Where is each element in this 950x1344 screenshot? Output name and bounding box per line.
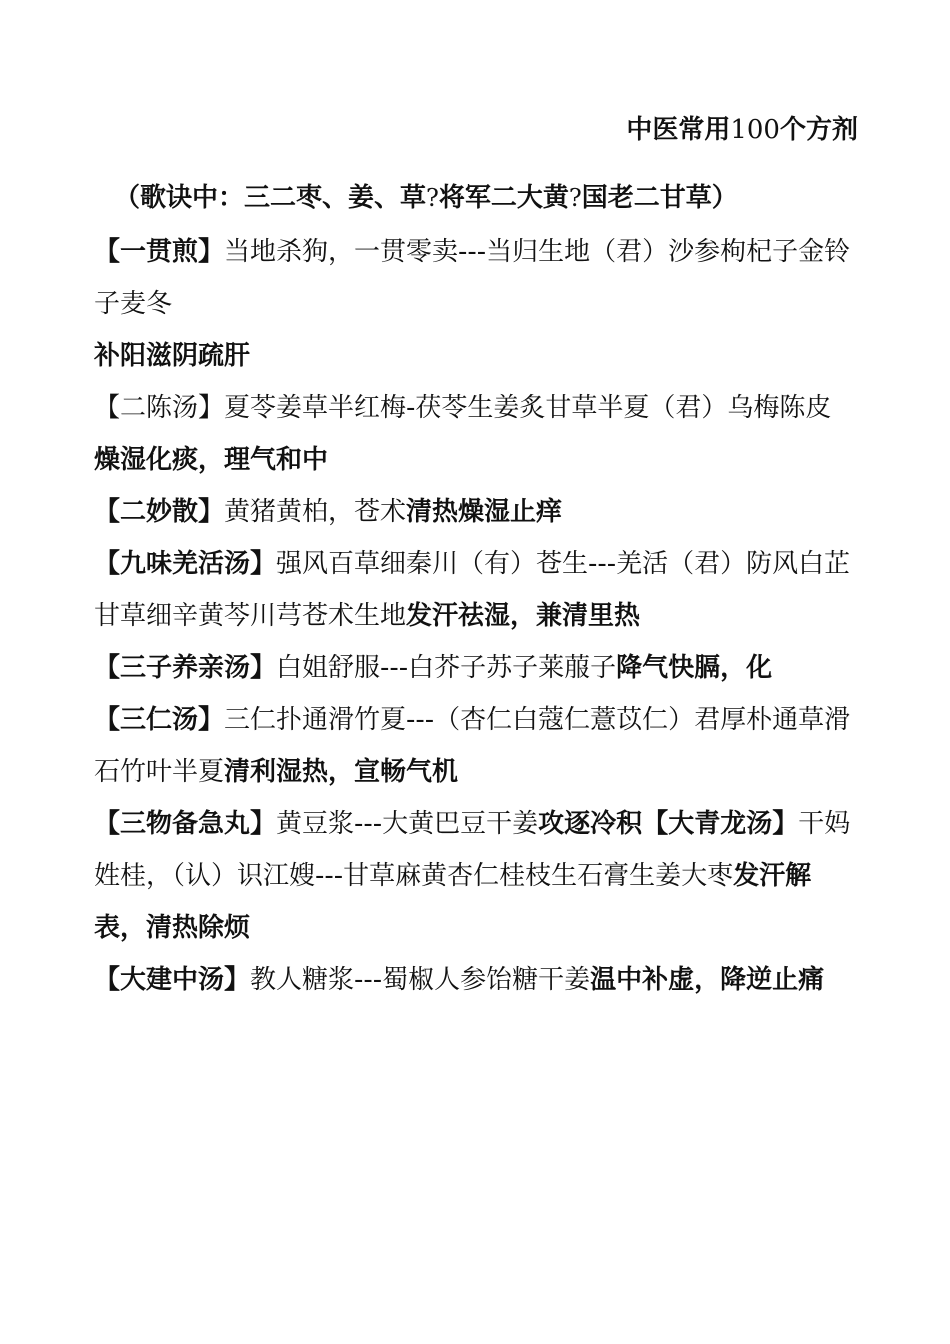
page-title xyxy=(626,108,858,152)
formula-mnemonic: 白姐舒服---白芥子苏子莱菔子 xyxy=(276,653,617,683)
formula-entry-dajianzhongtang xyxy=(94,954,854,1006)
formula-name: 【三仁汤】 xyxy=(94,705,225,735)
formula-mnemonic: 三仁扑通滑竹夏---（杏仁白蔻仁薏苡仁）君厚朴通草滑石竹叶半夏 xyxy=(94,705,851,787)
formula-entry-sanziyangqintang xyxy=(94,642,854,694)
page-title-pre: 中医常用 xyxy=(626,115,731,145)
page-title-number: 100 xyxy=(730,115,780,145)
formula-name: 【大建中汤】 xyxy=(94,965,251,995)
formula-effect-line: 补阳滋阴疏肝 xyxy=(94,341,251,371)
formula-effect: 温中补虚，降逆止痛 xyxy=(590,965,825,995)
formula-list xyxy=(94,226,854,1006)
mnemonic-subtitle xyxy=(114,176,738,220)
subtitle-question-mark-1: ? xyxy=(426,184,439,212)
formula-name: 【三子养亲汤】 xyxy=(94,653,277,683)
formula-effect: 攻逐冷积 xyxy=(538,809,643,839)
subtitle-part-3: 国老二甘草） xyxy=(581,183,738,213)
formula-name: 【大青龙汤】 xyxy=(642,809,799,839)
formula-effect: 降气快膈，化 xyxy=(616,653,773,683)
formula-name: 【九味羌活汤】 xyxy=(94,549,277,579)
subtitle-part-2: 将军二大黄 xyxy=(438,183,569,213)
formula-mnemonic: 教人糖浆---蜀椒人参饴糖干姜 xyxy=(250,965,591,995)
formula-name: 【一贯煎】 xyxy=(94,237,225,267)
formula-mnemonic: 黄猪黄柏，苍术 xyxy=(224,497,407,527)
formula-mnemonic: 干妈姓桂，（认）识江嫂---甘草麻黄杏仁桂枝生石膏生姜大枣 xyxy=(94,809,851,891)
formula-entry-sanrentang xyxy=(94,694,854,798)
formula-entry-jiuweiqianghuotang xyxy=(94,538,854,642)
formula-effect: 清利湿热，宣畅气机 xyxy=(224,757,459,787)
formula-mnemonic: 【二陈汤】夏苓姜草半红梅-茯苓生姜炙甘草半夏（君）乌梅陈皮 xyxy=(94,393,832,423)
formula-effect: 燥湿化痰，理气和中 xyxy=(94,445,329,475)
formula-entry-ermiaosan xyxy=(94,486,854,538)
formula-effect: 发汗祛湿，兼清里热 xyxy=(406,601,641,631)
formula-mnemonic: 强风百草细秦川（有）苍生---羌活（君）防风白芷甘草细辛黄芩川芎苍术生地 xyxy=(94,549,851,631)
formula-mnemonic: 当地杀狗，一贯零卖---当归生地（君）沙参枸杞子金铃子麦冬 xyxy=(94,237,851,319)
formula-entry-sanwubeijiwan xyxy=(94,798,854,954)
formula-effect: 清热燥湿止痒 xyxy=(406,497,563,527)
formula-effect: 发汗解表，清热除烦 xyxy=(94,861,812,943)
formula-name: 【二妙散】 xyxy=(94,497,225,527)
formula-entry-yiguanjian xyxy=(94,226,854,330)
page-title-post: 个方剂 xyxy=(779,115,858,145)
formula-name: 【三物备急丸】 xyxy=(94,809,277,839)
subtitle-part-1: （歌诀中：三二枣、姜、草 xyxy=(114,183,427,213)
formula-entry-erchentang xyxy=(94,382,854,486)
subtitle-question-mark-2: ? xyxy=(568,184,582,212)
formula-mnemonic: 黄豆浆---大黄巴豆干姜 xyxy=(276,809,539,839)
